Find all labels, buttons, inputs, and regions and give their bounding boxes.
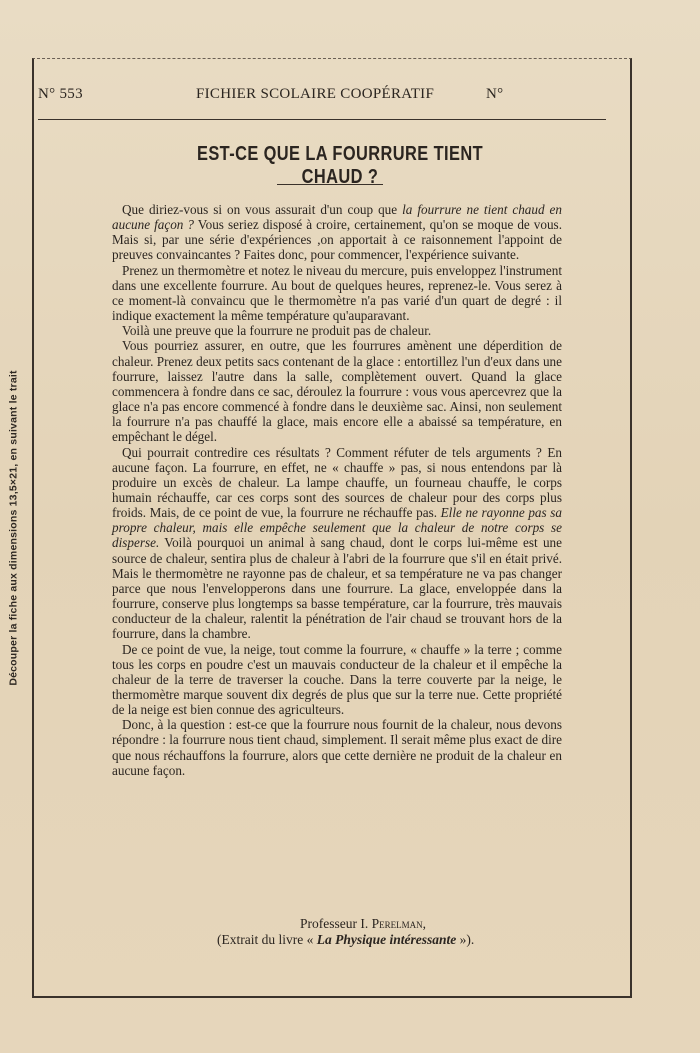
paragraph: Qui pourrait contredire ces résultats ? Comment réfuter de tels arguments ? En aucune façon. La fourrure, en effet, ne « chauffe » pas, si nous entendons par là produire un excès de chaleur. La lampe chauffe, un fourneau chauffe, le corps humain réchauffe, car ces corps sont des sources de chaleur pour des corps plus froids. Mais, de ce point de vue, la fourrure ne réchauffe pas. Elle ne rayonne pas sa propre chaleur, mais elle empêche seulement que la chaleur de notre corps se disperse. Voilà pourquoi un animal à sang chaud, dont le corps lui-même est une source de chaleur, sentira plus de chaleur à l'abri de la fourrure que s'il en était privé. Mais le thermomètre ne rayonne pas de chaleur, et sa température ne va pas changer parce que nous l'envelopperons dans une fourrure. La glace, enveloppée dans la fourrure, conserve plus longtemps sa basse température, car la fourrure, très mauvais conducteur de la chaleur, ralentit la pénétration de l'air chaud se trouvant hors de la fourrure, dans la chambre. <box>112 444 562 642</box>
card-number-blank: N° <box>486 86 504 102</box>
title-rule <box>277 184 383 185</box>
author-name: Professeur I. Perelman, <box>300 916 426 931</box>
cut-instruction <box>4 342 24 714</box>
paragraph: De ce point de vue, la neige, tout comme la fourrure, « chauffe » la terre ; comme tous les corps en poudre c'est un mauvais conducteur de la chaleur et il empêche la chaleur de la terre de traverser la couche. Dans la terre couverte par la neige, le thermomètre marque souvent dix degrés de plus que sur la terre nue. Cette propriété de la neige est bien connue des agriculteurs. <box>112 641 562 718</box>
card-number: N° 553 <box>38 86 83 102</box>
article-body <box>112 202 562 778</box>
collection-title: FICHIER SCOLAIRE COOPÉRATIF <box>196 86 435 102</box>
card-header <box>38 86 604 110</box>
paragraph: Vous pourriez assurer, en outre, que les fourrures amènent une déperdition de chaleur. Prenez deux petits sacs contenant de la glace : entortillez l'un d'eux dans une fourrure, laissez l'autre dans la salle, complètement ouvert. Quand la glace commencera à fondre dans ce sac, déroulez la fourrure : vous vous apercevrez que la glace n'a pas encore commencé à fondre dans le deuxième sac. Ainsi, non seulement la fourrure n'a pas chauffé la glace, mais encore elle a abaissé sa température, en empêchant le dégel. <box>112 338 562 445</box>
source-citation: (Extrait du livre « La Physique intéressante »). <box>217 932 475 947</box>
book-title: La Physique intéressante <box>316 932 457 947</box>
article-title: EST-CE QUE LA FOURRURE TIENT CHAUD ? <box>196 143 484 188</box>
paragraph: Que diriez-vous si on vous assurait d'un coup que la fourrure ne tient chaud en aucune façon ? Vous seriez disposé à croire, certainement, qu'on se moque de vous. Mais si, par une série d'expériences ,on apportait à ce raisonnement l'appoint de preuves convaincantes ? Faites donc, pour commencer, l'expérience suivante. <box>112 202 562 263</box>
header-rule <box>38 119 606 120</box>
paragraph: Donc, à la question : est-ce que la fourrure nous fournit de la chaleur, nous devons répondre : la fourrure nous tient chaud, simplement. Il serait même plus exact de dire que nous réchauffons la fourrure, alors que cette dernière ne produit de la chaleur en aucune façon. <box>112 717 562 778</box>
cut-instruction-text: Découper la fiche aux dimensions 13,5×21, en suivant le trait <box>8 370 21 686</box>
paragraph: Voilà une preuve que la fourrure ne produit pas de chaleur. <box>122 323 432 339</box>
paragraph: Prenez un thermomètre et notez le niveau du mercure, puis enveloppez l'instrument dans une excellente fourrure. Au bout de quelques heures, reprenez-le. Vous serez à ce moment-là convaincu que le thermomètre n'a pas varié d'un quart de degré : il indique exactement la même température qu'auparavant. <box>112 262 562 324</box>
